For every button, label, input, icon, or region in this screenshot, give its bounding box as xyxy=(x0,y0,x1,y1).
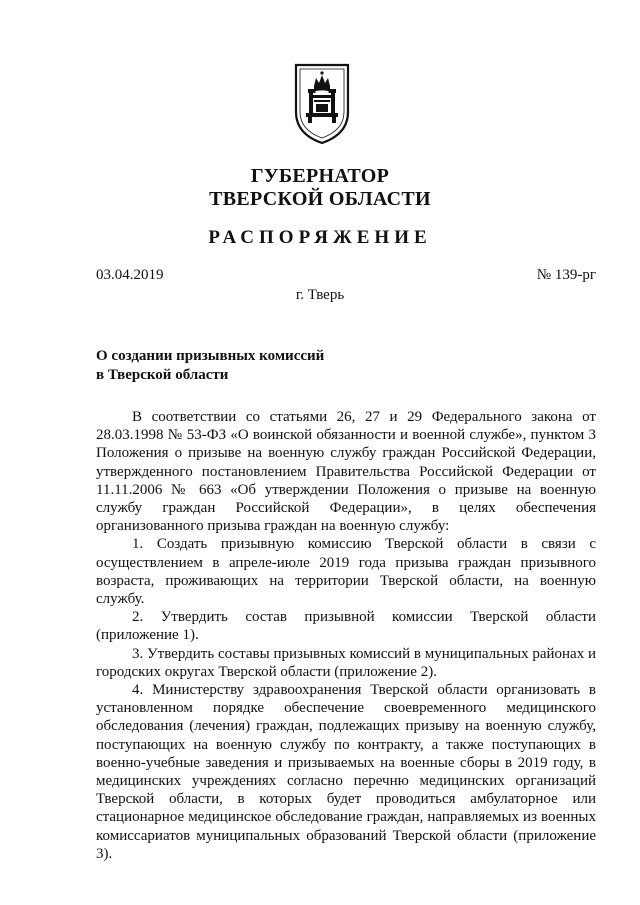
document-type-heading: РАСПОРЯЖЕНИЕ xyxy=(208,227,432,248)
authority-title-line2: ТВЕРСКОЙ ОБЛАСТИ xyxy=(209,188,431,210)
document-number: № 139-рг xyxy=(536,267,596,283)
preamble-paragraph: В соответствии со статьями 26, 27 и 29 Федерального закона от 28.03.1998 № 53-ФЗ «О воинской обязанности и военной службе», пунктом 3 Положения о призыве на военную службу граждан Российской Федерации, утвержденного постановлением Правительства Российской Федерации от 11.11.2006 № 663 «Об утверждении Положения о призыве на военную службу граждан Российской Федерации», в целях обеспечения организованного призыва граждан на военную службу: xyxy=(96,409,596,535)
clause-1-paragraph: 1. Создать призывную комиссию Тверской области в связи с осуществлением в апреле-июле 2019 года призыва граждан призывного возраста, проживающих на территории Тверской области, на военную службу. xyxy=(96,536,596,608)
document-subject-line2: в Тверской области xyxy=(96,367,229,383)
clause-2-paragraph: 2. Утвердить состав призывной комиссии Тверской области (приложение 1). xyxy=(96,609,596,644)
document-subject xyxy=(96,347,324,385)
document-subject-line1: О создании призывных комиссий xyxy=(96,348,325,364)
authority-title-line1: ГУБЕРНАТОР xyxy=(250,165,390,187)
clause-4-paragraph: 4. Министерству здравоохранения Тверской области организовать в установленном порядке обеспечение своевременного медицинского обследования (лечения) граждан, подлежащих призыву на военную службу, поступающих на военную службу по контракту, а также поступающих в военно-учебные заведения и призываемых на военные сборы в 2019 году, в медицинских учреждениях согласно перечню медицинских организаций Тверской области, в которых будет проводиться амбулаторное или стационарное медицинское обследование граждан, направляемых из военных комиссариатов муниципальных образований Тверской области (приложение 3). xyxy=(96,682,596,862)
document-body xyxy=(96,408,596,863)
document-date: 03.04.2019 xyxy=(96,267,164,283)
document-city: г. Тверь xyxy=(295,287,345,303)
tver-coat-of-arms-icon xyxy=(292,62,352,146)
clause-3-paragraph: 3. Утвердить составы призывных комиссий в муниципальных районах и городских округах Тверской области (приложение 2). xyxy=(96,645,596,680)
